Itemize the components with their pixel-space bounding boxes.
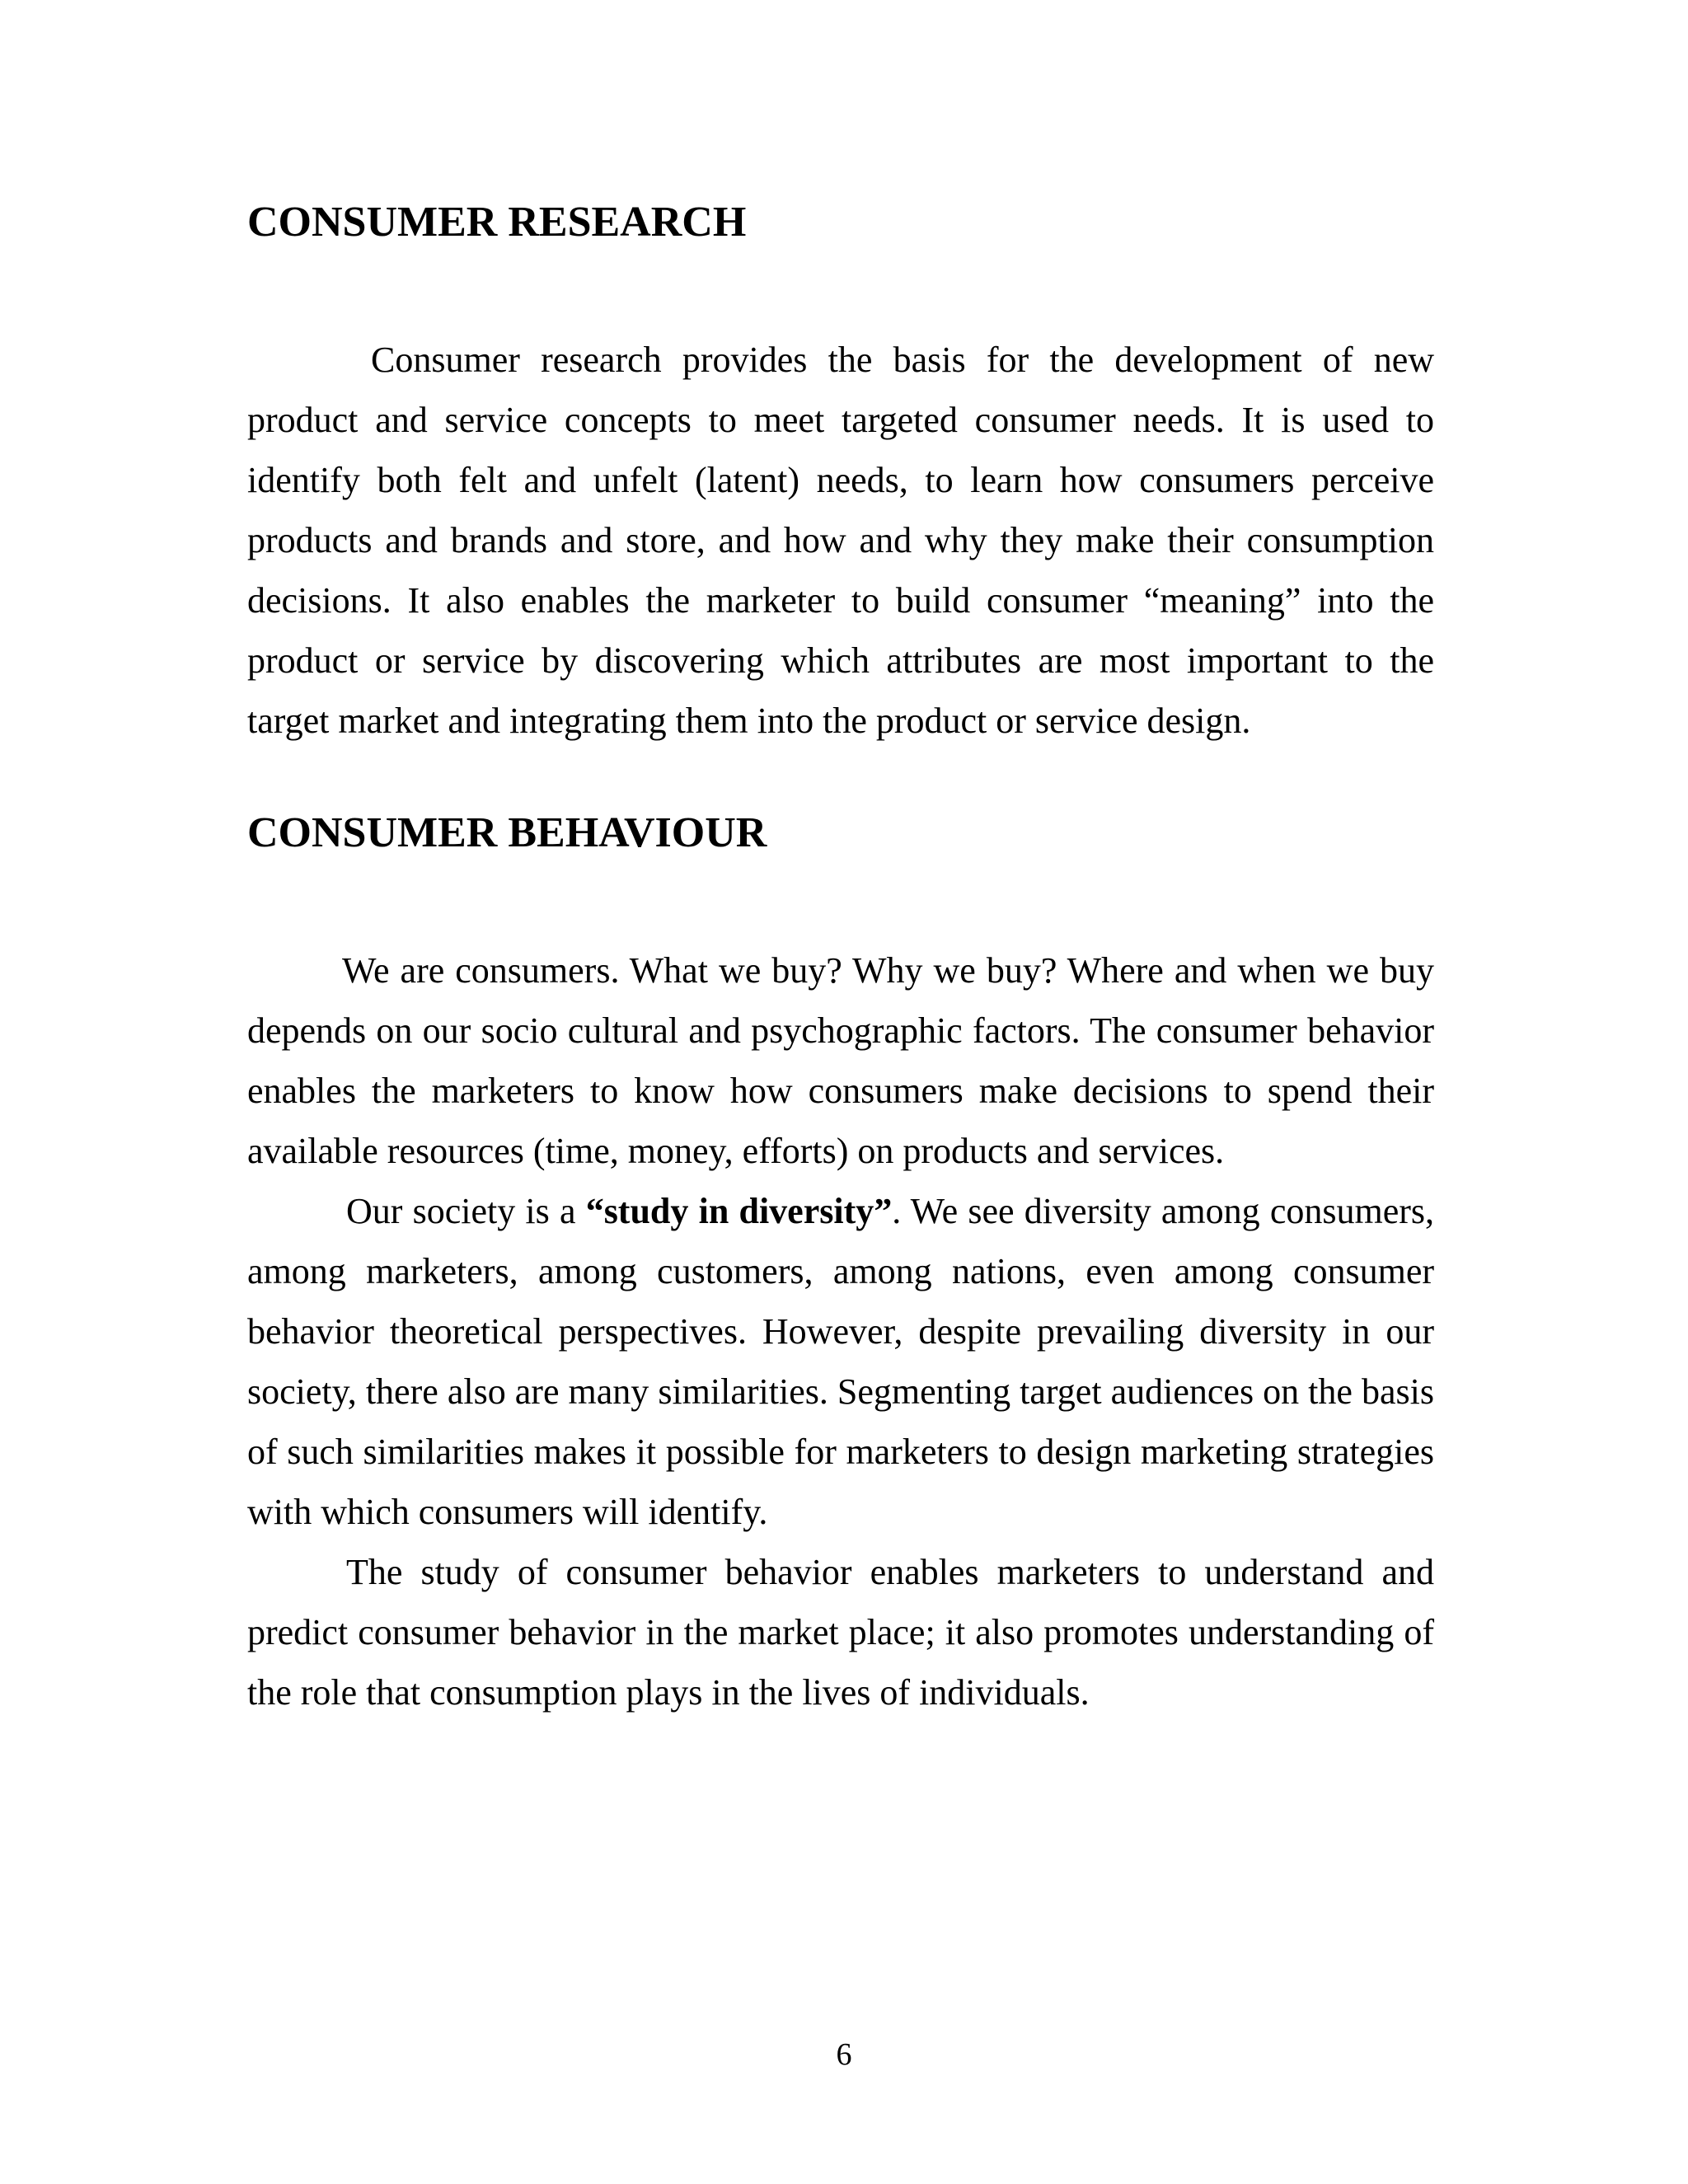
heading-consumer-research: CONSUMER RESEARCH: [247, 199, 747, 246]
bold-phrase-study-in-diversity: “study in diversity”: [585, 1191, 893, 1231]
page-number: 6: [836, 2037, 852, 2072]
page-content: [247, 190, 1434, 1722]
paragraph-we-are-consumers: We are consumers. What we buy? Why we buy? Where and when we buy depends on our socio cultural and psychographic factors. The consumer behavior enables the marketers to know how consumers make decisions to spend their available resources (time, money, efforts) on products and services.: [247, 950, 1434, 1171]
paragraph-study-of-consumer-behavior: The study of consumer behavior enables marketers to understand and predict consumer behavior in the market place; it also promotes understanding of the role that consumption plays in the lives of individuals.: [247, 1552, 1434, 1713]
paragraph-study-in-diversity: [247, 1181, 1434, 1542]
paragraph-text-before-bold: Our society is a: [346, 1191, 586, 1231]
paragraph-text-after-bold: . We see diversity among consumers, among marketers, among customers, among nations, even among consumer behavior theoretical perspectives. However, despite prevailing diversity in our society, there also are many similarities. Segmenting target audiences on the basis of such similarities makes it possible for marketers to design marketing strategies with which consumers will identify.: [247, 1191, 1435, 1532]
heading-consumer-behaviour: CONSUMER BEHAVIOUR: [247, 809, 767, 856]
paragraph-consumer-research: Consumer research provides the basis for the development of new product and service concepts to meet targeted consumer needs. It is used to identify both felt and unfelt (latent) needs, to learn how consumers perceive products and brands and store, and how and why they make their consumption decisions. It also enables the marketer to build consumer “meaning” into the product or service by discovering which attributes are most important to the target market and integrating them into the product or service design.: [247, 340, 1434, 741]
